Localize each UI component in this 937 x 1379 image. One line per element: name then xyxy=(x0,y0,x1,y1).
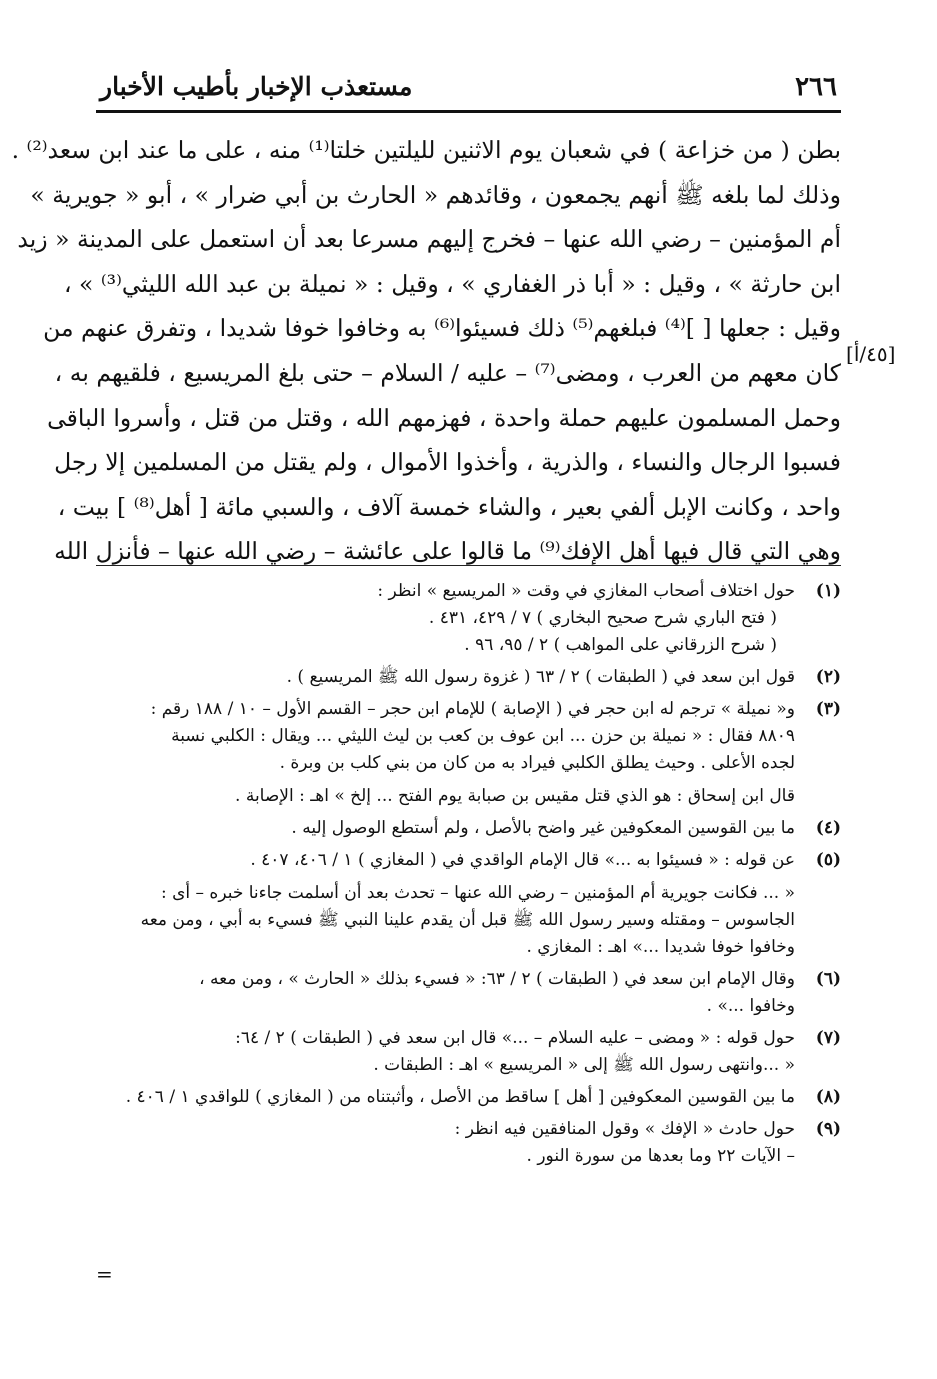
footnote-line: عن قوله : « فسيئوا به ...» قال الإمام الواقدي في ( المغازي ) ١ / ٤٠٦، ٤٠٧ . xyxy=(250,850,795,870)
footnote-line: قال ابن إسحاق : هو الذي قتل مقيس بن صبابة يوم الفتح ... إلخ » اهـ : الإصابة . xyxy=(235,786,795,806)
page-number: ٢٦٦ xyxy=(795,72,837,102)
footnote-line: – الآيات ٢٢ وما بعدها من سورة النور . xyxy=(526,1146,795,1166)
footnote-line: و« نميلة » ترجم له ابن حجر في ( الإصابة ) للإمام ابن حجر – القسم الأول – ١٠ / ١٨٨ رقم : xyxy=(150,699,795,719)
footnote-number: (٨) xyxy=(815,1087,841,1107)
footnote-1 xyxy=(96,578,841,659)
footnote-number: (٤) xyxy=(815,818,841,838)
text-line: واحد ، وكانت الإبل ألفي بعير ، والشاء خمسة آلاف ، والسبي مائة [ أهل⁽⁸⁾ ] بيت ، xyxy=(57,492,841,521)
footnote-line: الجاسوس – ومقتله وسير رسول الله ﷺ قبل أن يقدم علينا النبي ﷺ فسيء به أبي ، ومن معه xyxy=(140,910,795,930)
footnote-line: حول اختلاف أصحاب المغازي في وقت « المريسيع » انظر : xyxy=(377,581,795,601)
footnote-line: قول ابن سعد في ( الطبقات ) ٢ / ٦٣ ( غزوة رسول الله ﷺ المريسيع ) . xyxy=(286,667,795,687)
footnote-line: « ...وانتهى رسول الله ﷺ إلى « المريسيع » اهـ : الطبقات . xyxy=(373,1055,795,1075)
text-line: وحمل المسلمون عليهم حملة واحدة ، فهزمهم الله ، وقتل من قتل ، وأسروا الباقى xyxy=(47,403,841,432)
text-line: أم المؤمنين – رضي الله عنها – فخرج إليهم مسرعا بعد أن استعمل على المدينة « زيد xyxy=(17,225,841,254)
text-line: فسبوا الرجال والنساء ، والذرية ، وأخذوا الأموال ، ولم يقتل من المسلمين إلا رجل xyxy=(54,448,841,477)
footnote-line: وخافوا خوفا شديدا ...» اهـ : المغازي . xyxy=(526,937,795,957)
footnote-7 xyxy=(96,1025,841,1079)
text-line: وذلك لما بلغه ﷺ أنهم يجمعون ، وقائدهم « الحارث بن أبي ضرار » ، أبو « جويرية » xyxy=(30,180,841,209)
footnote-number: (٢) xyxy=(815,667,841,687)
footnotes-section xyxy=(96,578,841,1175)
footnote-number: (٣) xyxy=(815,699,841,719)
footnote-line: حول حادث « الإفك » وقول المنافقين فيه انظر : xyxy=(454,1119,795,1139)
main-text-block xyxy=(11,128,841,574)
footnote-line: « ... فكانت جويرية أم المؤمنين – رضي الله عنها – تحدث بعد أن أسلمت جاءنا خبره – أى : xyxy=(160,883,795,903)
footnote-8 xyxy=(96,1084,841,1111)
footnote-line: وقال الإمام ابن سعد في ( الطبقات ) ٢ / ٦٣: « فسيء بذلك « الحارث » ، ومن معه ، xyxy=(199,969,795,989)
footnote-line: ما بين القوسين المعكوفين [ أهل ] ساقط من الأصل ، وأثبتناه من ( المغازي ) للواقدي ١ / ٤٠٦ . xyxy=(125,1087,795,1107)
footnote-line: لجده الأعلى . وحيث يطلق الكلبي فيراد به من كان من بني كلب بن وبرة . xyxy=(279,753,795,773)
footnote-number: (٧) xyxy=(815,1028,841,1048)
text-line: وهي التي قال فيها أهل الإفك⁽⁹⁾ ما قالوا على عائشة – رضي الله عنها – فأنزل الله xyxy=(54,537,841,566)
header-rule xyxy=(96,110,841,113)
footnote-number: (٦) xyxy=(815,969,841,989)
text-line: وقيل : جعلها [ ]⁽⁴⁾ فبلغهم⁽⁵⁾ ذلك فسيئوا⁽⁶⁾ به وخافوا خوفا شديدا ، وتفرق عنهم من xyxy=(43,314,841,343)
manuscript-folio-marker: [٤٥/أ] xyxy=(846,342,896,366)
footnote-line: حول قوله : « ومضى – عليه السلام – ...» قال ابن سعد في ( الطبقات ) ٢ / ٦٤: xyxy=(235,1028,795,1048)
footnote-5 xyxy=(96,847,841,961)
footnote-number: (١) xyxy=(815,581,841,601)
running-title: مستعذب الإخبار بأطيب الأخبار xyxy=(100,72,413,101)
footnote-line: ما بين القوسين المعكوفين غير واضح بالأصل ، ولم أستطع الوصول إليه . xyxy=(291,818,795,838)
footnote-6 xyxy=(96,966,841,1020)
footnote-rule xyxy=(96,565,841,566)
footnote-3 xyxy=(96,696,841,810)
text-line: كان معهم من العرب ، ومضى⁽⁷⁾ – عليه / السلام – حتى بلغ المريسيع ، فلقيهم به ، xyxy=(54,358,841,387)
footnote-2 xyxy=(96,664,841,691)
footnote-9 xyxy=(96,1116,841,1170)
text-line: ابن حارثة » ، وقيل : « أبا ذر الغفاري » ، وقيل : « نميلة بن عبد الله الليثي⁽³⁾ » ، xyxy=(63,269,841,298)
footnote-number: (٥) xyxy=(815,850,841,870)
text-line: بطن ( من خزاعة ) في شعبان يوم الاثنين لليلتين خلتا⁽¹⁾ منه ، على ما عند ابن سعد⁽²⁾ . xyxy=(11,136,841,164)
footnote-line: ( شرح الزرقاني على المواهب ) ٢ / ٩٥، ٩٦ . xyxy=(464,635,777,655)
page-header xyxy=(96,58,841,114)
continuation-mark: = xyxy=(96,1262,113,1286)
footnote-line: وخافوا ...» . xyxy=(706,996,795,1016)
footnote-line: ٨٨٠٩ فقال : « نميلة بن حزن ... ابن عوف بن كعب بن ليث الليثي ... ويقال : الكلبي نسبة xyxy=(171,726,795,746)
footnote-4 xyxy=(96,815,841,842)
footnote-line: ( فتح الباري شرح صحيح البخاري ) ٧ / ٤٢٩، ٤٣١ . xyxy=(428,608,777,628)
footnote-number: (٩) xyxy=(815,1119,841,1139)
